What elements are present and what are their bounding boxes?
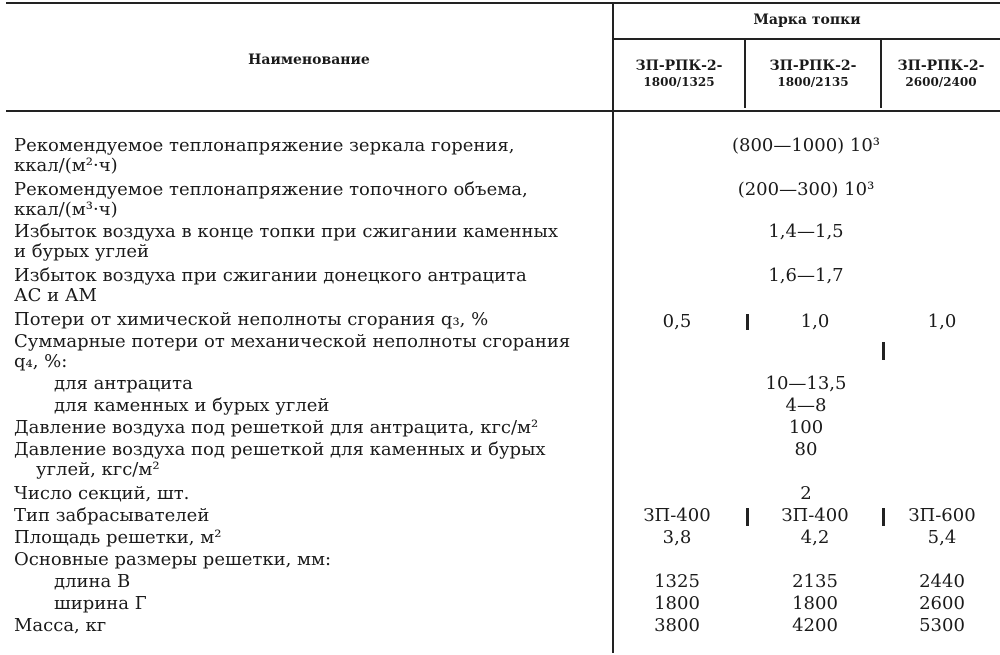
row-label-line: Рекомендуемое теплонапряжение топочного объема, — [14, 179, 528, 200]
model-3-line1: ЗП-РПК-2- — [897, 58, 985, 74]
table-row-label — [14, 310, 590, 330]
group-title: Марка топки — [753, 12, 861, 28]
table-cell-value: 1800 — [792, 593, 838, 614]
model-3-line2: 2600/2400 — [905, 75, 977, 89]
row-label-line: Суммарные потери от механической неполноты сгорания — [14, 331, 571, 352]
table-cell-value: 1,4—1,5 — [768, 221, 844, 242]
table-row-label — [14, 440, 590, 480]
table-cell-value: ЗП-400 — [781, 505, 849, 526]
model-header-3 — [882, 58, 1000, 90]
table-cell-value: 4—8 — [785, 395, 827, 416]
column-divider-mark — [882, 508, 885, 526]
model-1-line1: ЗП-РПК-2- — [635, 58, 723, 74]
table-cell-value: 1,6—1,7 — [768, 265, 844, 286]
table-row-label — [14, 136, 590, 176]
table-cell-value: 10—13,5 — [765, 373, 847, 394]
table-row-label — [14, 222, 590, 262]
table-row-label — [14, 180, 590, 220]
table-cell-value: (200—300) 10³ — [737, 179, 875, 200]
table-cell-value: 4,2 — [800, 527, 830, 548]
row-label-line: углей, кгс/м² — [36, 459, 160, 480]
table-cell-value: 4200 — [792, 615, 838, 636]
row-label-line: Потери от химической неполноты сгорания q₃, % — [14, 309, 489, 330]
row-label-line: Давление воздуха под решеткой для антрацита, кгс/м² — [14, 417, 539, 438]
name-column-header: Наименование — [248, 52, 370, 68]
table-row-label: ширина Г — [54, 593, 147, 614]
table-row-label: Основные размеры решетки, мм: — [14, 549, 332, 570]
column-divider-mark — [746, 508, 749, 526]
table-cell-value: (800—1000) 10³ — [731, 135, 881, 156]
row-label-line: Рекомендуемое теплонапряжение зеркала горения, — [14, 135, 515, 156]
table-row-label: Число секций, шт. — [14, 483, 190, 504]
table-row-label: Площадь решетки, м² — [14, 527, 222, 548]
model-2-line2: 1800/2135 — [777, 75, 849, 89]
table-cell-value: 2135 — [792, 571, 838, 592]
model-header-1 — [614, 58, 744, 90]
table-row-label: длина В — [54, 571, 131, 592]
model-header-2 — [746, 58, 880, 90]
table-cell-value: 1800 — [654, 593, 700, 614]
table-cell-value: 2600 — [919, 593, 965, 614]
row-label-line: Избыток воздуха при сжигании донецкого антрацита — [14, 265, 527, 286]
table-cell-value: 1325 — [654, 571, 700, 592]
table-cell-value: 2 — [800, 483, 812, 504]
table-row-label — [14, 266, 590, 306]
table-cell-value: 3800 — [654, 615, 700, 636]
row-label-line: Избыток воздуха в конце топки при сжигании каменных — [14, 221, 559, 242]
column-divider-mark — [882, 342, 885, 360]
row-label-line: ккал/(м²·ч) — [14, 155, 118, 176]
table-cell-value: ЗП-400 — [643, 505, 711, 526]
table-row-label: для антрацита — [54, 373, 193, 394]
table-cell-value: 2440 — [919, 571, 965, 592]
table-cell-value: 1,0 — [800, 311, 830, 332]
table-row-label: для каменных и бурых углей — [54, 395, 330, 416]
table-row-label — [14, 418, 590, 438]
table-row-label — [14, 332, 590, 372]
row-label-line: и бурых углей — [14, 241, 149, 262]
column-divider-mark — [746, 314, 749, 330]
table-cell-value: 1,0 — [927, 311, 957, 332]
table-cell-value: 5,4 — [927, 527, 957, 548]
row-label-line: Давление воздуха под решеткой для каменных и бурых — [14, 439, 546, 460]
table-cell-value: 0,5 — [662, 311, 692, 332]
row-label-line: ккал/(м³·ч) — [14, 199, 118, 220]
header-bottom-rule — [6, 110, 1000, 112]
top-rule — [6, 2, 1000, 4]
table-cell-value: ЗП-600 — [908, 505, 976, 526]
model-2-line1: ЗП-РПК-2- — [769, 58, 857, 74]
row-label-line: АС и АМ — [14, 285, 97, 306]
table-cell-value: 5300 — [919, 615, 965, 636]
table-row-label: Масса, кг — [14, 615, 107, 636]
table-cell-value: 100 — [788, 417, 824, 438]
table-row-label: Тип забрасывателей — [14, 505, 210, 526]
table-cell-value: 3,8 — [662, 527, 692, 548]
model-1-line2: 1800/1325 — [643, 75, 715, 89]
row-label-line: q₄, %: — [14, 351, 68, 372]
table-cell-value: 80 — [794, 439, 818, 460]
group-underline — [612, 38, 1000, 40]
